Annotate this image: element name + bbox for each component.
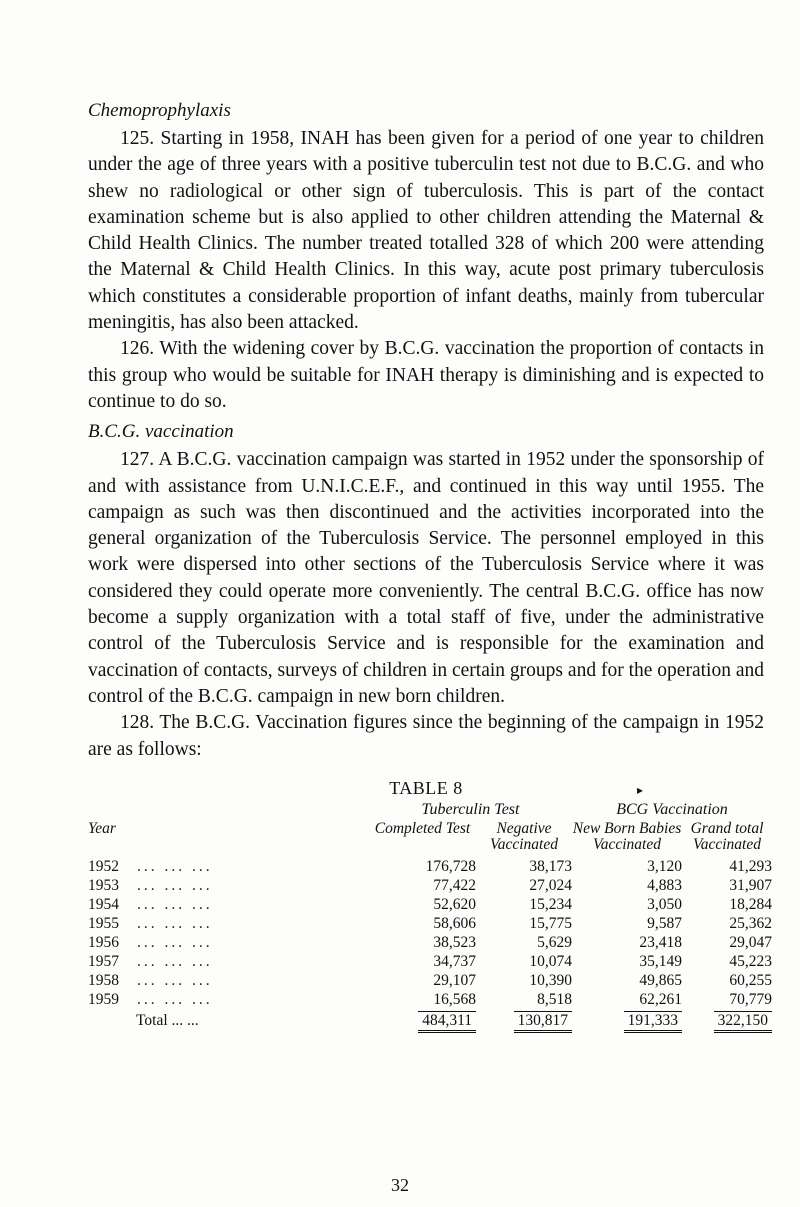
row-completed: 58,606	[433, 914, 476, 932]
stray-mark: ▸	[637, 782, 644, 797]
header-completed: Completed Test	[374, 819, 471, 837]
leader-dots: ... ... ...	[137, 895, 213, 913]
row-completed: 77,422	[433, 876, 476, 894]
table-title: TABLE 8	[389, 777, 463, 798]
row-newborn: 49,865	[639, 971, 682, 989]
chemoprophylaxis-heading: Chemoprophylaxis	[88, 100, 231, 121]
table-row	[82, 876, 772, 895]
leader-dots: ... ... ...	[137, 990, 213, 1008]
row-newborn: 3,050	[647, 895, 682, 913]
row-newborn: 4,883	[647, 876, 682, 894]
row-year: 1958 ... ... ...	[88, 971, 213, 989]
row-grand-total: 60,255	[729, 971, 772, 989]
row-completed: 29,107	[433, 971, 476, 989]
paragraph-127: 127. A B.C.G. vaccination campaign was started in 1952 under the sponsorship of and with assistance from U.N.I.C.E.F., and continued in this way until 1955. The campaign as such was then discontinued and the activities incorporated into the general organization of the Tuberculosis Service. The personnel employed in this work were dispersed into other sections of the Tuberculosis Service where it was considered they could operate more conveniently. The central B.C.G. office has now become a supply organization with a total staff of five, under the administrative control of the Tuberculosis Service and is responsible for the examination and vaccination of contacts, surveys of children in certain groups and for the operation and control of the B.C.G. campaign in new born children.	[88, 449, 764, 707]
total-grand: 322,150	[714, 1011, 772, 1033]
row-negative: 27,024	[529, 876, 572, 894]
row-negative: 15,775	[529, 914, 572, 932]
row-negative: 10,390	[529, 971, 572, 989]
leader-dots: ... ... ...	[137, 971, 213, 989]
table-row	[82, 895, 772, 914]
row-completed: 52,620	[433, 895, 476, 913]
total-label: Total ... ...	[136, 1011, 199, 1029]
table-caption	[88, 777, 764, 799]
total-newborn: 191,333	[624, 1011, 682, 1033]
table-row	[82, 971, 772, 990]
row-negative: 5,629	[537, 933, 572, 951]
header-grand-total: Grand total Vaccinated	[690, 819, 764, 853]
paragraph-126: 126. With the widening cover by B.C.G. vaccination the proportion of contacts in this group who would be suitable for INAH therapy is diminishing and is expected to continue to do so.	[88, 338, 764, 412]
row-year: 1954 ... ... ...	[88, 895, 213, 913]
table-row	[82, 990, 772, 1009]
row-year: 1959 ... ... ...	[88, 990, 213, 1008]
leader-dots: ... ... ...	[137, 876, 213, 894]
page-number: 32	[391, 1175, 409, 1195]
row-newborn: 3,120	[647, 857, 682, 875]
row-negative: 8,518	[537, 990, 572, 1008]
row-grand-total: 29,047	[729, 933, 772, 951]
row-year: 1956 ... ... ...	[88, 933, 213, 951]
row-grand-total: 31,907	[729, 876, 772, 894]
table-row	[82, 914, 772, 933]
row-completed: 34,737	[433, 952, 476, 970]
leader-dots: ... ... ...	[137, 914, 213, 932]
row-completed: 176,728	[425, 857, 476, 875]
row-grand-total: 25,362	[729, 914, 772, 932]
row-grand-total: 41,293	[729, 857, 772, 875]
group-header-bcg: BCG Vaccination	[616, 800, 728, 818]
paragraph-125: 125. Starting in 1958, INAH has been given for a period of one year to children under the age of three years with a positive tuberculin test not due to B.C.G. and who shew no radiological or other sign of tuberculosis. This is part of the contact examination scheme but is also applied to other children attending the Maternal & Child Health Clinics. The number treated totalled 328 of which 200 were attending the Maternal & Child Health Clinics. In this way, acute post primary tuberculosis which constitutes a considerable proportion of infant deaths, mainly from tubercular meningitis, has also been attacked.	[88, 128, 764, 334]
group-header-tuberculin: Tuberculin Test	[421, 800, 520, 818]
leader-dots: ... ... ...	[137, 933, 213, 951]
header-negative: Negative Vaccinated	[489, 819, 558, 853]
table-row	[82, 933, 772, 952]
row-grand-total: 18,284	[729, 895, 772, 913]
row-newborn: 9,587	[647, 914, 682, 932]
paragraph-128: 128. The B.C.G. Vaccination figures since the beginning of the campaign in 1952 are as follows:	[88, 712, 764, 760]
document-page	[88, 98, 772, 1033]
row-grand-total: 45,223	[729, 952, 772, 970]
total-row	[82, 1009, 772, 1033]
row-grand-total: 70,779	[729, 990, 772, 1008]
bcg-table	[82, 799, 772, 1033]
header-newborn: New Born Babies Vaccinated	[572, 819, 682, 853]
row-year: 1957 ... ... ...	[88, 952, 213, 970]
row-newborn: 35,149	[639, 952, 682, 970]
row-newborn: 23,418	[639, 933, 682, 951]
row-negative: 10,074	[529, 952, 572, 970]
leader-dots: ... ... ...	[137, 857, 213, 875]
row-newborn: 62,261	[639, 990, 682, 1008]
row-year: 1953 ... ... ...	[88, 876, 213, 894]
row-completed: 38,523	[433, 933, 476, 951]
total-completed: 484,311	[418, 1011, 476, 1033]
row-negative: 38,173	[529, 857, 572, 875]
bcg-vaccination-heading: B.C.G. vaccination	[88, 421, 234, 443]
row-completed: 16,568	[433, 990, 476, 1008]
table-row	[82, 857, 772, 876]
total-negative: 130,817	[514, 1011, 572, 1033]
row-year: 1952 ... ... ...	[88, 857, 213, 875]
header-year: Year	[88, 819, 116, 837]
row-negative: 15,234	[529, 895, 572, 913]
table-row	[82, 952, 772, 971]
row-year: 1955 ... ... ...	[88, 914, 213, 932]
leader-dots: ... ... ...	[137, 952, 213, 970]
